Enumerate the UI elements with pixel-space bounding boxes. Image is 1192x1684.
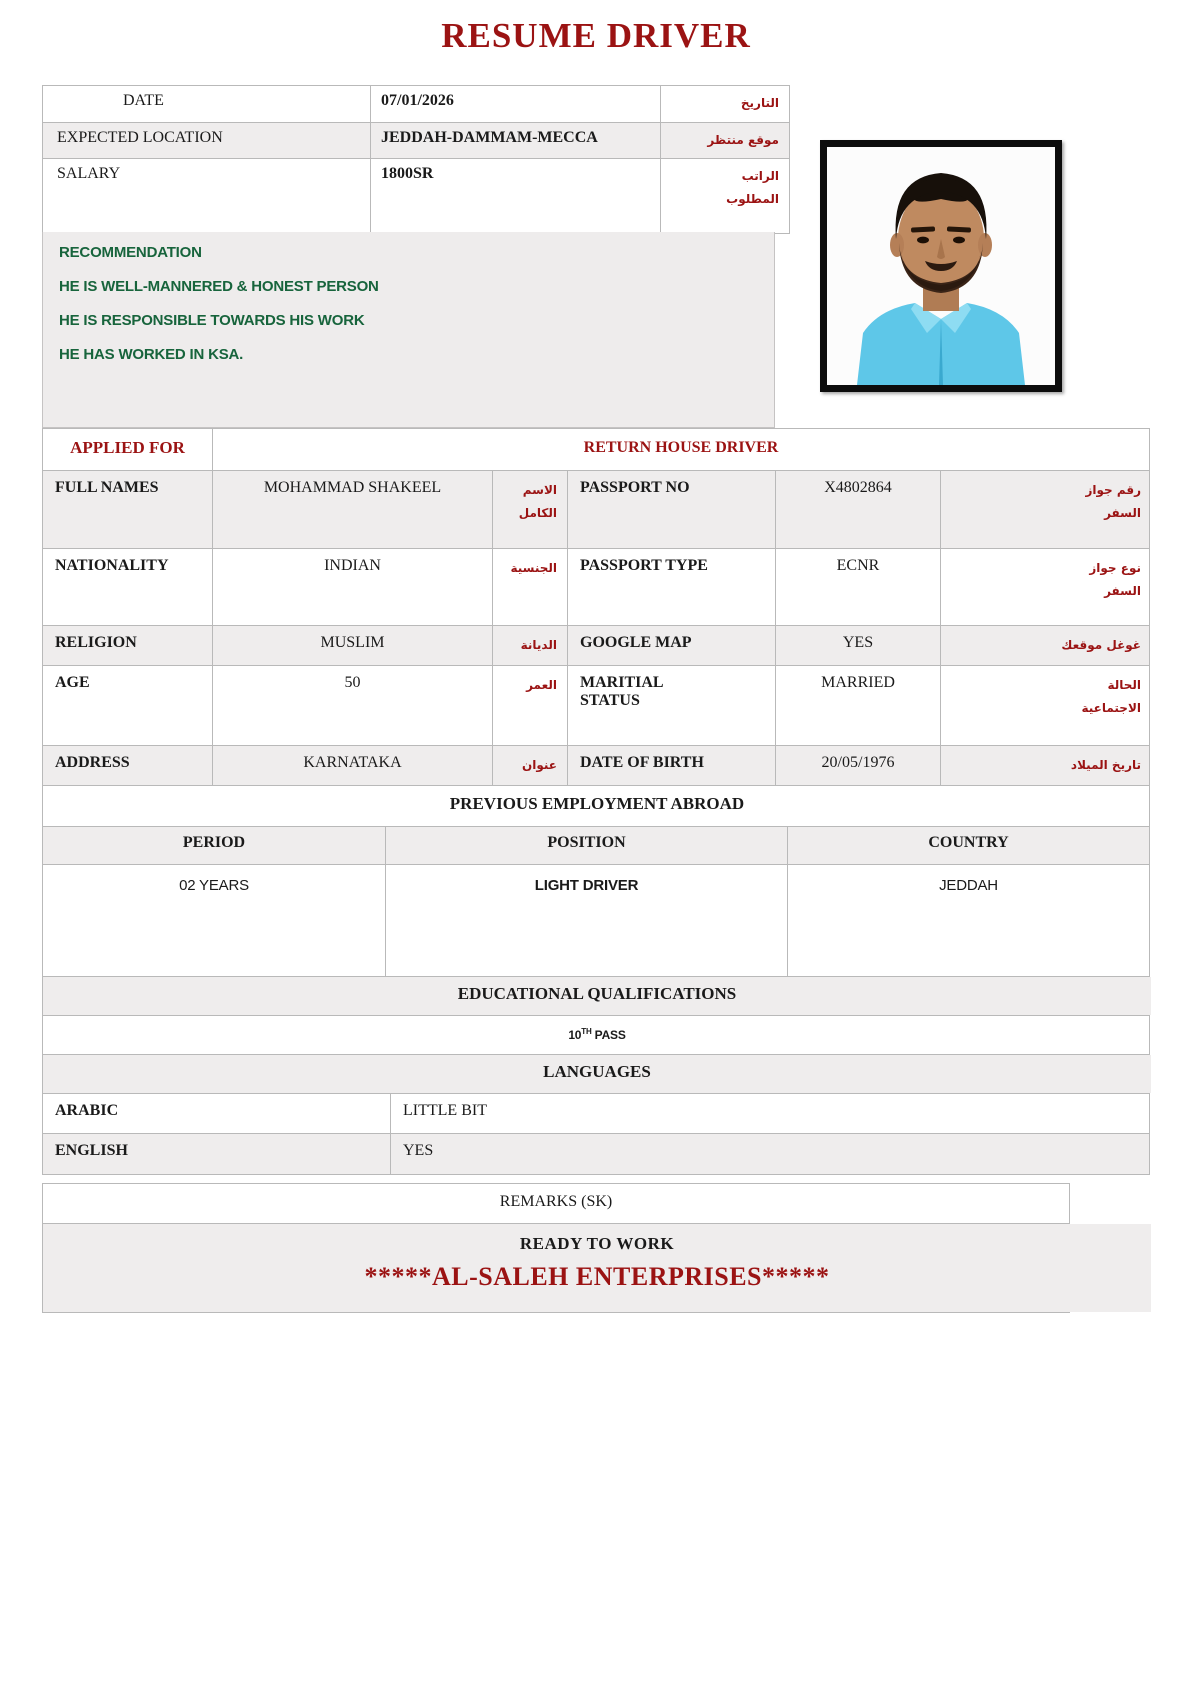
expected-location-label-arabic: موقع منتظر bbox=[707, 133, 779, 147]
nationality-label: NATIONALITY bbox=[43, 549, 213, 625]
applicant-photo-image bbox=[827, 147, 1055, 385]
language-row-english bbox=[43, 1134, 1149, 1174]
page-title: RESUME DRIVER bbox=[441, 16, 751, 55]
passport-no-value: X4802864 bbox=[776, 471, 941, 548]
top-info-table bbox=[42, 85, 790, 234]
salary-label: SALARY bbox=[43, 159, 371, 233]
languages-heading-row bbox=[43, 1055, 1149, 1094]
applied-for-label: APPLIED FOR bbox=[43, 429, 213, 470]
ready-to-work-text: READY TO WORK bbox=[519, 1234, 675, 1253]
applied-for-value: RETURN HOUSE DRIVER bbox=[583, 439, 779, 456]
expected-location-label: EXPECTED LOCATION bbox=[43, 123, 371, 158]
top-section bbox=[42, 85, 1150, 428]
nationality-value: INDIAN bbox=[213, 549, 493, 625]
age-value: 50 bbox=[213, 666, 493, 745]
table-row-nationality bbox=[43, 549, 1149, 626]
table-row-date bbox=[43, 86, 789, 123]
education-value: 10TH PASS bbox=[568, 1027, 626, 1042]
salary-value: 1800SR bbox=[371, 159, 661, 233]
passport-type-label: PASSPORT TYPE bbox=[568, 549, 776, 625]
religion-label-arabic: الديانة bbox=[493, 626, 568, 665]
passport-type-label-arabic: نوع جواز السفر bbox=[1089, 561, 1141, 598]
date-of-birth-label: DATE OF BIRTH bbox=[568, 746, 776, 785]
address-value: KARNATAKA bbox=[213, 746, 493, 785]
period-header: PERIOD bbox=[43, 827, 386, 864]
date-of-birth-label-arabic: تاريخ الميلاد bbox=[1070, 758, 1141, 772]
date-value: 07/01/2026 bbox=[371, 86, 661, 122]
table-row-salary bbox=[43, 159, 789, 233]
language-row-arabic bbox=[43, 1094, 1149, 1134]
previous-employment-heading-row bbox=[43, 786, 1149, 827]
applicant-photo bbox=[820, 140, 1062, 392]
english-language-value: YES bbox=[403, 1142, 434, 1159]
passport-no-label: PASSPORT NO bbox=[568, 471, 776, 548]
age-label-arabic: العمر bbox=[493, 666, 568, 745]
marital-status-label: MARITIAL STATUS bbox=[568, 666, 776, 745]
education-heading-row bbox=[43, 977, 1149, 1016]
passport-no-label-arabic: رقم جواز السفر bbox=[1085, 483, 1141, 520]
ready-to-work-block bbox=[43, 1224, 1151, 1312]
expected-location-value: JEDDAH-DAMMAM-MECCA bbox=[371, 123, 661, 158]
table-row-expected-location bbox=[43, 123, 789, 159]
employment-header-row bbox=[43, 827, 1149, 865]
date-label-arabic: التاريخ bbox=[740, 96, 779, 110]
nationality-label-arabic: الجنسية bbox=[493, 549, 568, 625]
country-header: COUNTRY bbox=[928, 834, 1009, 851]
full-names-label-arabic: الاسم الكامل bbox=[493, 471, 568, 548]
google-map-value: YES bbox=[776, 626, 941, 665]
address-label: ADDRESS bbox=[43, 746, 213, 785]
remarks-text: REMARKS (SK) bbox=[499, 1193, 613, 1210]
applied-for-row bbox=[43, 429, 1149, 471]
languages-heading: LANGUAGES bbox=[43, 1055, 1151, 1093]
full-names-value: MOHAMMAD SHAKEEL bbox=[213, 471, 493, 548]
footer-table bbox=[42, 1183, 1070, 1313]
age-label: AGE bbox=[43, 666, 213, 745]
full-names-label: FULL NAMES bbox=[43, 471, 213, 548]
religion-value: MUSLIM bbox=[213, 626, 493, 665]
recommendation-line: HE IS WELL-MANNERED & HONEST PERSON bbox=[59, 278, 379, 295]
employment-data-row bbox=[43, 865, 1149, 977]
position-value: LIGHT DRIVER bbox=[386, 865, 788, 976]
address-label-arabic: عنوان bbox=[493, 746, 568, 785]
table-row-religion bbox=[43, 626, 1149, 666]
table-row-full-names bbox=[43, 471, 1149, 549]
google-map-label-arabic: غوغل موقعك bbox=[1061, 638, 1141, 652]
position-header: POSITION bbox=[386, 827, 788, 864]
period-value: 02 YEARS bbox=[43, 865, 386, 976]
salary-label-arabic: الراتب المطلوب bbox=[726, 169, 779, 206]
recommendation-block bbox=[42, 232, 775, 428]
education-value-row bbox=[43, 1016, 1149, 1055]
country-value: JEDDAH bbox=[939, 877, 998, 894]
arabic-language-label: ARABIC bbox=[43, 1094, 391, 1133]
passport-type-value: ECNR bbox=[776, 549, 941, 625]
remarks-row bbox=[43, 1184, 1069, 1224]
table-row-address bbox=[43, 746, 1149, 786]
arabic-language-value: LITTLE BIT bbox=[403, 1102, 487, 1119]
recommendation-line: HE IS RESPONSIBLE TOWARDS HIS WORK bbox=[59, 312, 365, 329]
marital-status-value: MARRIED bbox=[776, 666, 941, 745]
company-name: *****AL-SALEH ENTERPRISES***** bbox=[364, 1262, 830, 1291]
previous-employment-heading: PREVIOUS EMPLOYMENT ABROAD bbox=[449, 794, 745, 813]
education-heading: EDUCATIONAL QUALIFICATIONS bbox=[43, 977, 1151, 1015]
table-row-age bbox=[43, 666, 1149, 746]
date-of-birth-value: 20/05/1976 bbox=[776, 746, 941, 785]
date-label: DATE bbox=[43, 86, 371, 122]
google-map-label: GOOGLE MAP bbox=[568, 626, 776, 665]
religion-label: RELIGION bbox=[43, 626, 213, 665]
recommendation-heading: RECOMMENDATION bbox=[59, 244, 202, 261]
ready-to-work-row bbox=[43, 1224, 1069, 1312]
english-language-label: ENGLISH bbox=[43, 1134, 391, 1174]
main-info-table bbox=[42, 428, 1150, 1175]
recommendation-line: HE HAS WORKED IN KSA. bbox=[59, 346, 244, 363]
marital-status-label-arabic: الحالة الاجتماعية bbox=[1081, 678, 1141, 715]
